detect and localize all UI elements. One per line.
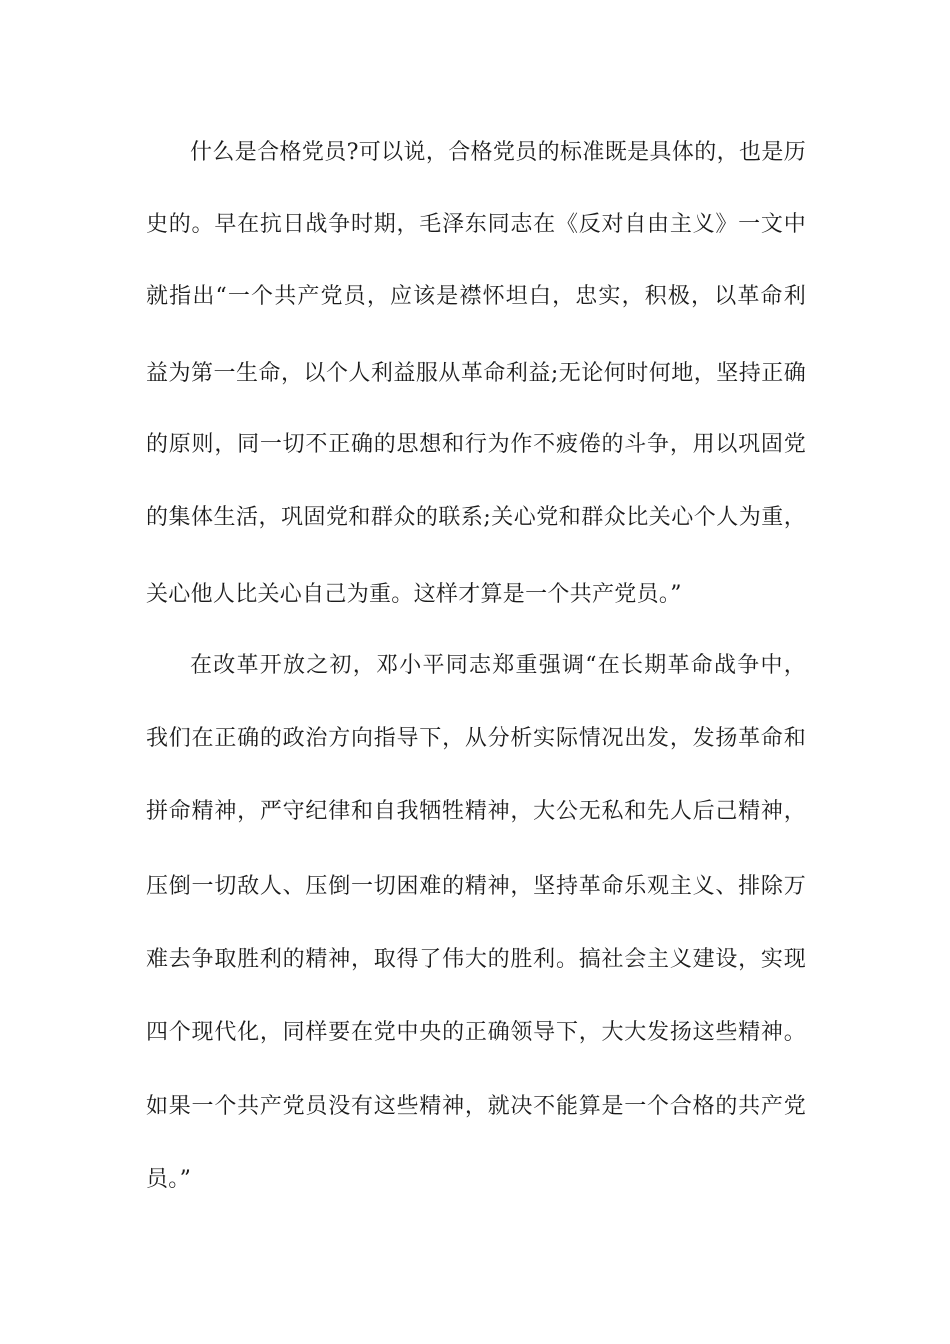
text-line: 史的。早在抗日战争时期，毛泽东同志在《反对自由主义》一文中 — [146, 212, 806, 237]
text-line: 关心他人比关心自己为重。这样才算是一个共产党员。” — [146, 582, 682, 607]
text-line: 益为第一生命，以个人利益服从革命利益;无论何时何地，坚持正确 — [146, 361, 806, 386]
text-line: 什么是合格党员?可以说，合格党员的标准既是具体的，也是历 — [190, 140, 806, 165]
text-line: 拼命精神，严守纪律和自我牺牲精神，大公无私和先人后己精神， — [146, 799, 806, 824]
text-line: 如果一个共产党员没有这些精神，就决不能算是一个合格的共产党 — [146, 1094, 806, 1119]
text-line: 员。” — [146, 1167, 192, 1192]
text-line: 我们在正确的政治方向指导下，从分析实际情况出发，发扬革命和 — [146, 726, 806, 751]
text-line: 在改革开放之初，邓小平同志郑重强调“在长期革命战争中， — [190, 653, 806, 678]
text-line: 四个现代化，同样要在党中央的正确领导下，大大发扬这些精神。 — [146, 1020, 806, 1045]
text-line: 就指出“一个共产党员，应该是襟怀坦白，忠实，积极，以革命利 — [146, 284, 806, 309]
text-line: 难去争取胜利的精神，取得了伟大的胜利。搞社会主义建设，实现 — [146, 947, 806, 972]
text-line: 压倒一切敌人、压倒一切困难的精神，坚持革命乐观主义、排除万 — [146, 874, 806, 899]
text-line: 的集体生活，巩固党和群众的联系;关心党和群众比关心个人为重， — [146, 505, 806, 530]
text-line: 的原则，同一切不正确的思想和行为作不疲倦的斗争，用以巩固党 — [146, 432, 806, 457]
